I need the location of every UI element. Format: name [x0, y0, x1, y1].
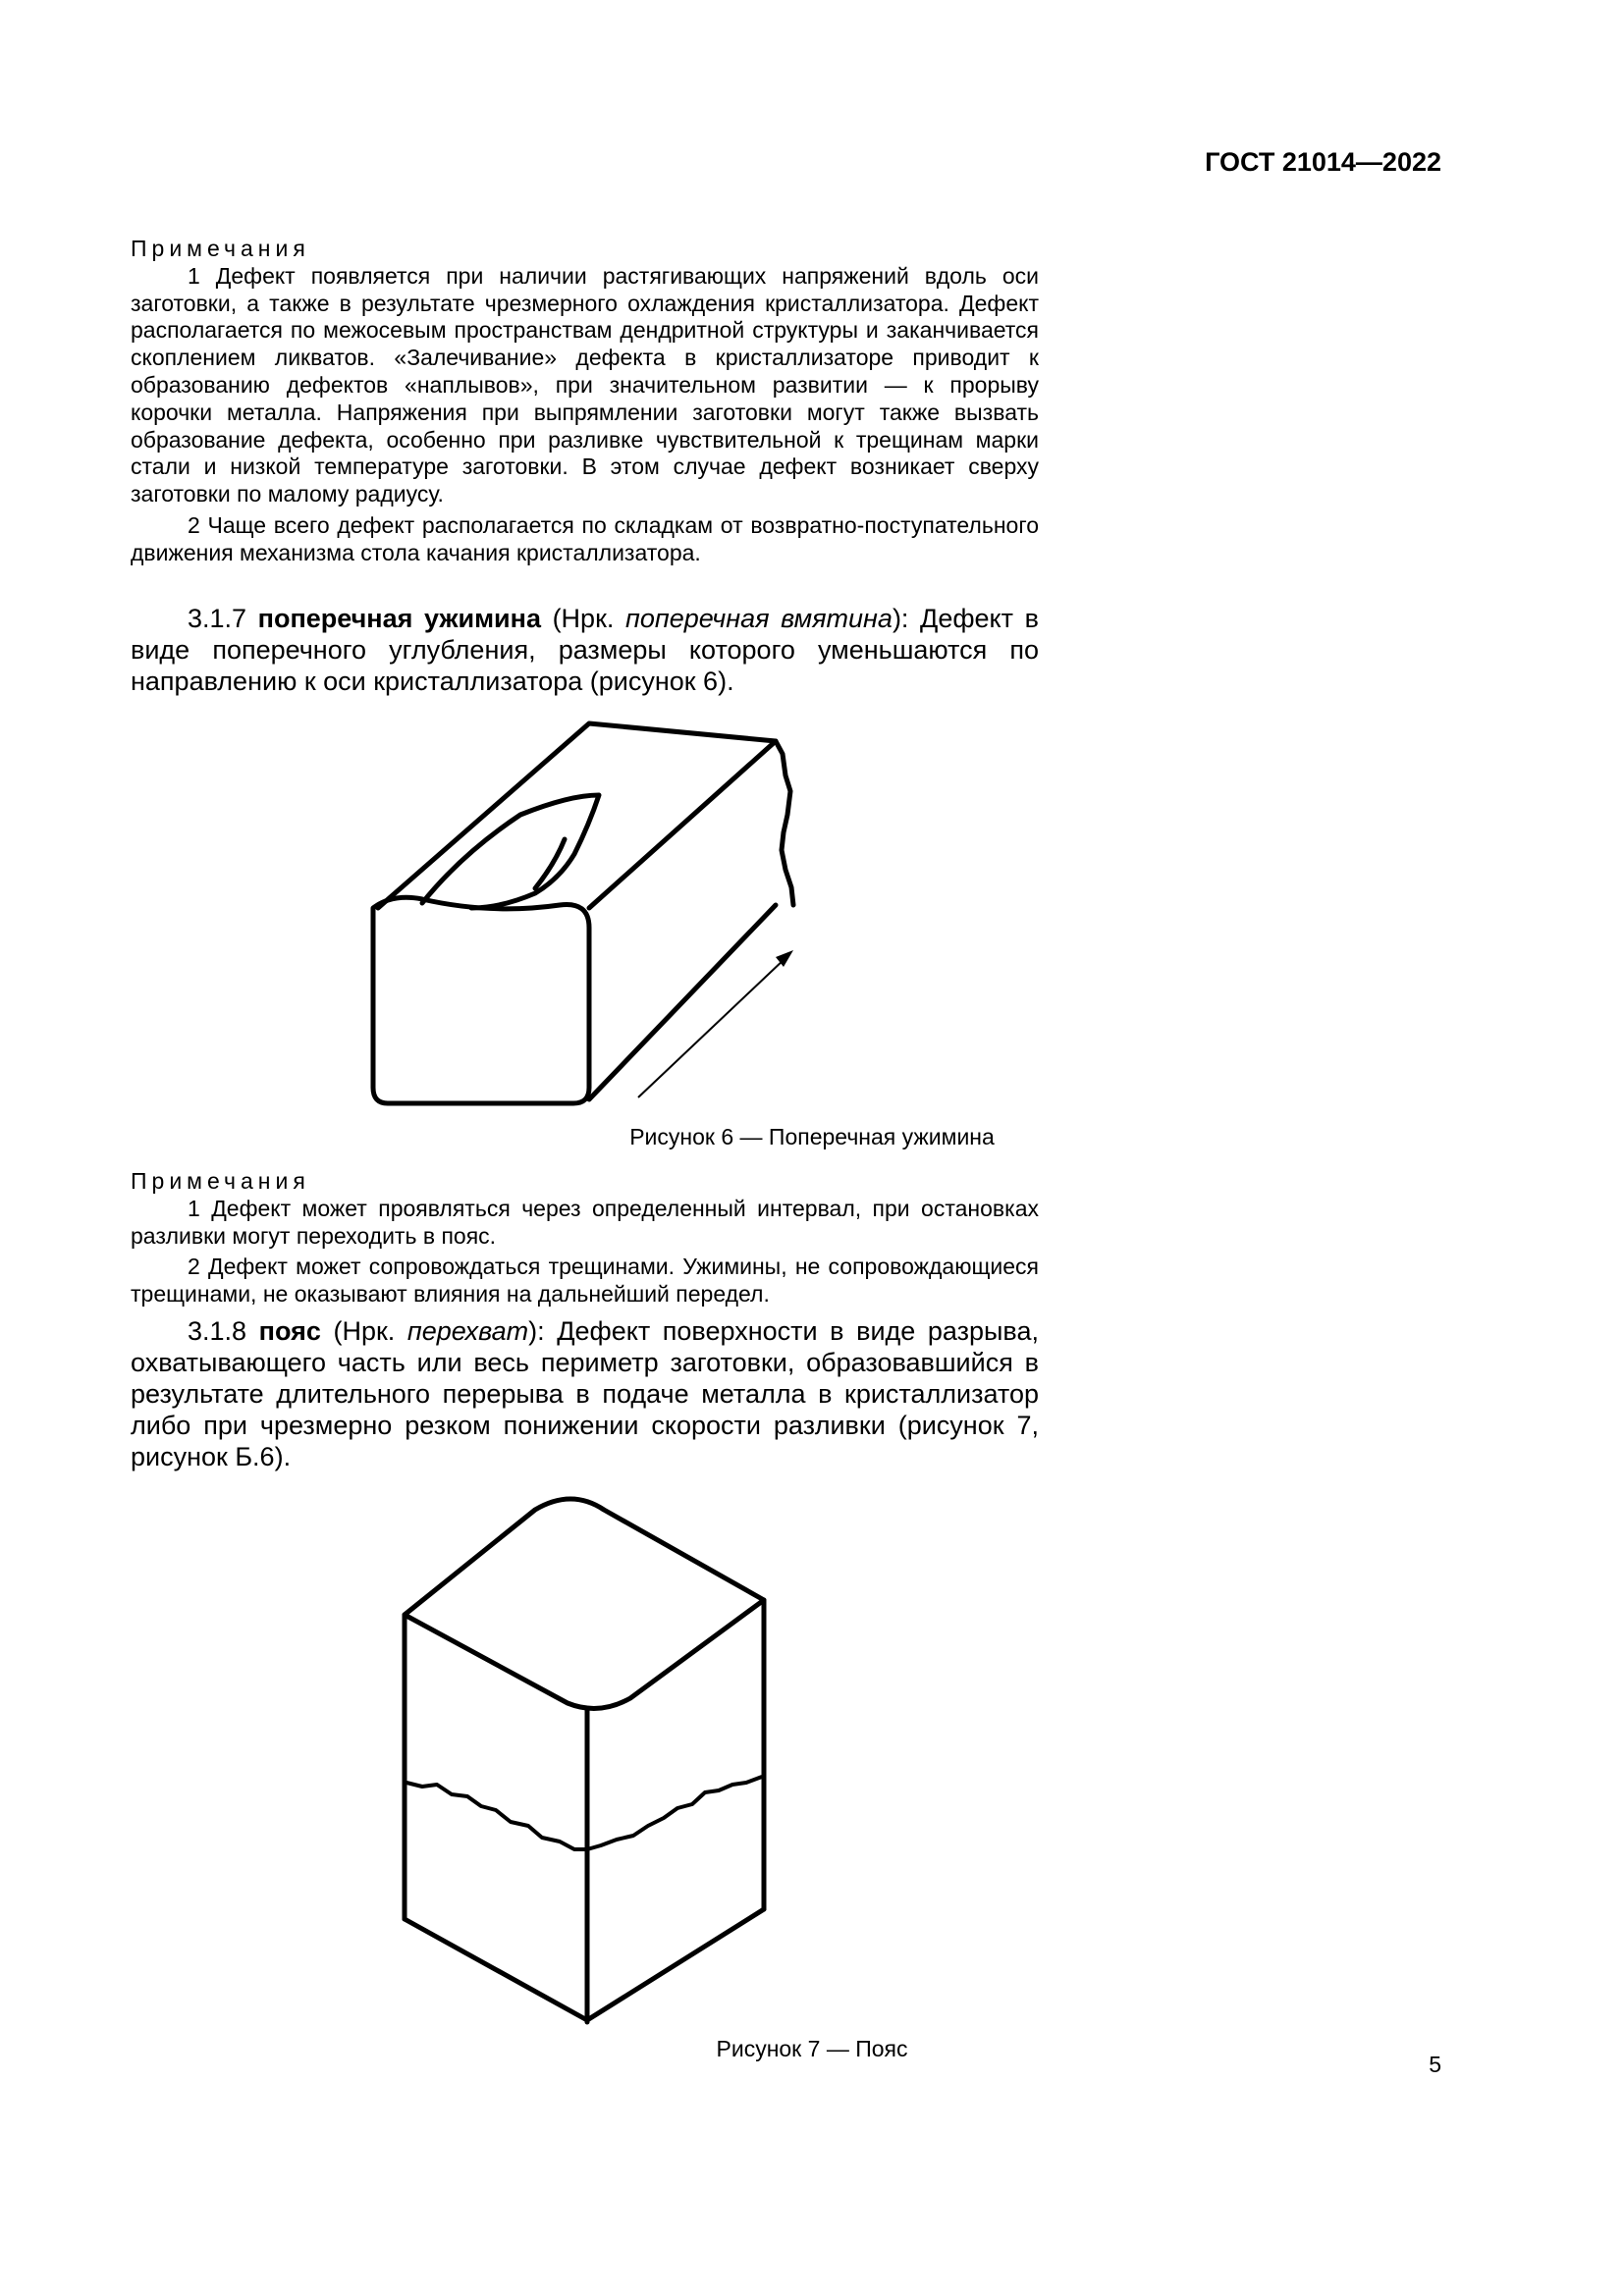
note-item: 1 Дефект появляется при наличии растягивающих напряжений вдоль оси заготовки, а также в результате чрезмерного охлаждения кристаллизатора. Дефект располагается по межосевым пространствам дендритной структуры и заканчивается скоплением ликватов. «Залечивание» дефекта в кристаллизаторе приводит к образованию дефектов «наплывов», при значительном развитии — к прорыву корочки металла. Напряжения при выпрямлении заготовки могут также вызвать образование дефекта, особенно при разливке чувствительной к трещинам марки стали и низкой температуре заготовки. В этом случае дефект возникает сверху заготовки по малому радиусу.: [131, 262, 1039, 507]
figure-7-caption: Рисунок 7 — Пояс: [716, 2036, 908, 2061]
nrk-term: поперечная вмятина: [624, 604, 893, 633]
term-number: 3.1.8: [188, 1316, 247, 1346]
term-definition: ): Дефект в виде поперечного углубления, размеры которого уменьшаются по направлению к оси кристаллизатора (рисунок 6).: [131, 604, 1039, 696]
term-name: пояс: [258, 1316, 321, 1346]
note-item: 1 Дефект может проявляться через определенный интервал, при остановках разливки могут переходить в пояс.: [131, 1195, 1039, 1249]
figure-6-caption: Рисунок 6 — Поперечная ужимина: [629, 1124, 995, 1149]
nrk-prefix: (Нрк.: [320, 1316, 407, 1346]
document-id: ГОСТ 21014—2022: [1205, 147, 1441, 177]
term-name: поперечная ужимина: [257, 604, 541, 633]
note-item: 2 Чаще всего дефект располагается по складкам от возвратно-поступательного движения механизма стола качания кристаллизатора.: [131, 511, 1039, 565]
nrk-prefix: (Нрк.: [540, 604, 625, 633]
note-item: 2 Дефект может сопровождаться трещинами. Ужимины, не сопровождающиеся трещинами, не оказывают влияния на дальнейший передел.: [131, 1254, 1039, 1308]
nrk-term: перехват: [406, 1316, 529, 1346]
term-definition: ): Дефект поверхности в виде разрыва, охватывающего часть или весь периметр заготовки, образовавшийся в результате длительного перерыва в подаче металла в кристаллизатор либо при чрезмерно резком понижении скорости разливки (рисунок 7, рисунок Б.6).: [131, 1316, 1039, 1471]
term-number: 3.1.7: [188, 604, 247, 633]
notes-title: Примечания: [131, 1168, 310, 1194]
notes-title: Примечания: [131, 236, 310, 261]
page-number: 5: [1429, 2052, 1441, 2077]
